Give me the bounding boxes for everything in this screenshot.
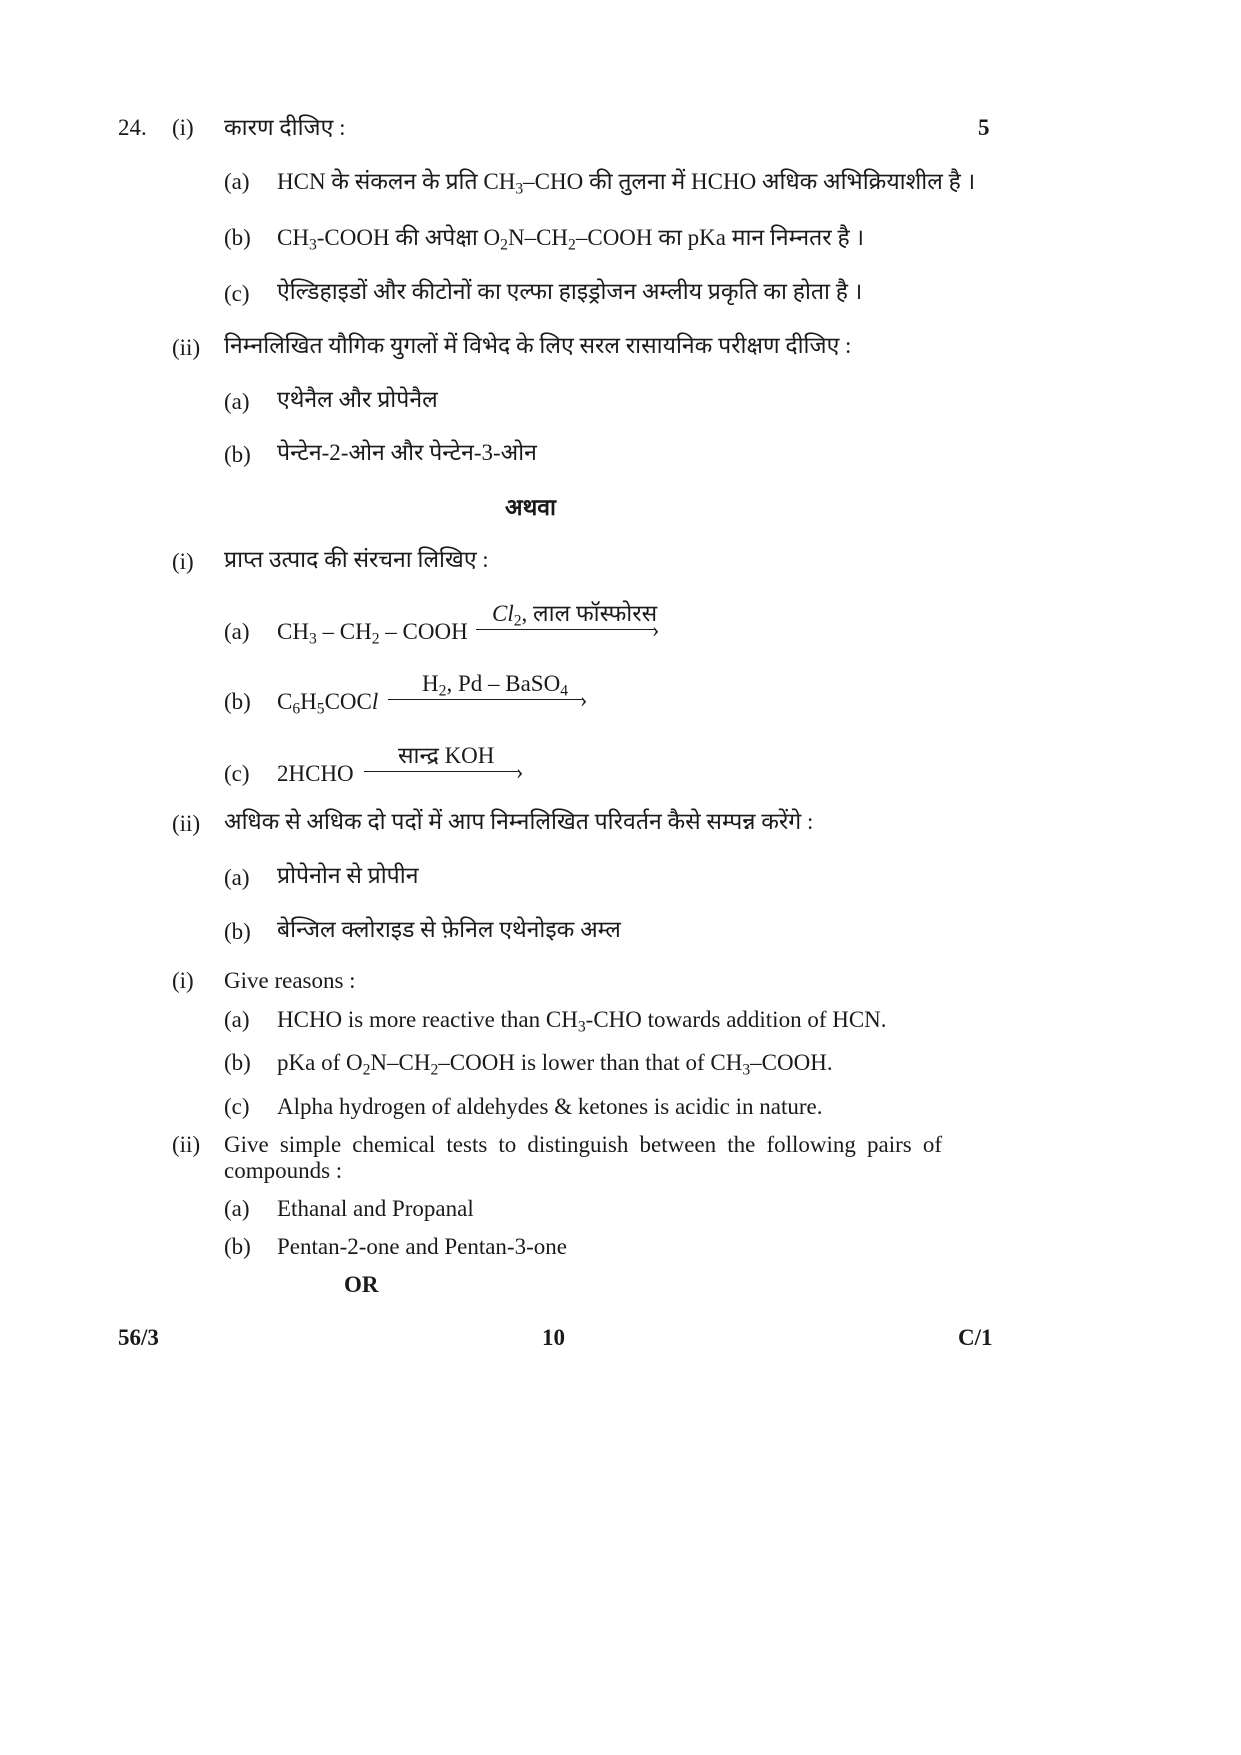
item-label: (a) bbox=[224, 865, 250, 890]
paper-code: 56/3 bbox=[118, 1325, 159, 1350]
item-label: (b) bbox=[224, 225, 251, 250]
item-label: (b) bbox=[224, 919, 251, 944]
item-text: Pentan-2-one and Pentan-3-one bbox=[277, 1234, 567, 1259]
item-label: (a) bbox=[224, 1196, 250, 1221]
item-label: (b) bbox=[224, 689, 251, 714]
item-text: $CH_3$-COOH की अपेक्षा $O_2N-CH_2$–COOH का pKa मान निम्नतर है । bbox=[277, 225, 865, 254]
reactant: $CH_3 - CH_2$ – COOH bbox=[277, 619, 468, 648]
item-label: (b) bbox=[224, 442, 251, 467]
item-text: Alpha hydrogen of aldehydes & ketones is acidic in nature. bbox=[277, 1094, 823, 1119]
part-title: कारण दीजिए : bbox=[224, 115, 346, 140]
paper-set: C/1 bbox=[958, 1325, 993, 1350]
question-number: 24. bbox=[118, 115, 147, 140]
item-text: बेन्जिल क्लोराइड से फ़ेनिल एथेनोइक अम्ल bbox=[277, 917, 621, 942]
part-title: निम्नलिखित यौगिक युगलों में विभेद के लिए सरल रासायनिक परीक्षण दीजिए : bbox=[224, 333, 852, 358]
or-divider: अथवा bbox=[505, 495, 557, 520]
item-text: पेन्टेन-2-ओन और पेन्टेन-3-ओन bbox=[277, 440, 537, 465]
reactant: $C_6H_5COCl$ bbox=[277, 689, 379, 718]
part-number: (ii) bbox=[172, 811, 201, 836]
item-label: (b) bbox=[224, 1234, 251, 1259]
arrow-head-icon: › bbox=[580, 687, 588, 712]
part-number: (i) bbox=[172, 115, 194, 140]
reaction-condition: सान्द्र KOH bbox=[398, 743, 495, 768]
reactant: 2HCHO bbox=[277, 761, 354, 786]
part-number: (i) bbox=[172, 968, 194, 993]
reaction-arrow bbox=[364, 740, 530, 784]
reaction-arrow bbox=[476, 598, 668, 642]
marks: 5 bbox=[978, 115, 990, 140]
item-label: (a) bbox=[224, 169, 250, 194]
reaction-arrow bbox=[388, 668, 594, 712]
item-label: (a) bbox=[224, 619, 250, 644]
reaction-condition: $Cl_2$, लाल फॉस्फोरस bbox=[492, 601, 658, 630]
item-text: HCHO is more reactive than $CH_3$-CHO towards addition of HCN. bbox=[277, 1007, 887, 1036]
part-title: Give reasons : bbox=[224, 968, 356, 993]
item-text: Ethanal and Propanal bbox=[277, 1196, 474, 1221]
part-title-continued: compounds : bbox=[224, 1158, 343, 1183]
item-label: (a) bbox=[224, 389, 250, 414]
item-text: pKa of $O_2N-CH_2$–COOH is lower than that of $CH_3$–COOH. bbox=[277, 1050, 833, 1079]
part-title: Give simple chemical tests to distinguish between the following pairs of bbox=[224, 1132, 942, 1157]
item-text: प्रोपेनोन से प्रोपीन bbox=[277, 863, 419, 888]
item-label: (a) bbox=[224, 1007, 250, 1032]
part-title: अधिक से अधिक दो पदों में आप निम्नलिखित परिवर्तन कैसे सम्पन्न करेंगे : bbox=[224, 809, 814, 834]
arrow-head-icon: › bbox=[652, 617, 660, 642]
part-title: प्राप्त उत्पाद की संरचना लिखिए : bbox=[224, 547, 489, 572]
part-number: (ii) bbox=[172, 1132, 201, 1157]
arrow-head-icon: › bbox=[516, 759, 524, 784]
page-number: 10 bbox=[542, 1325, 565, 1350]
reaction-condition: $H_2$, Pd – BaSO$_4$ bbox=[422, 671, 568, 700]
item-text: ऐल्डिहाइडों और कीटोनों का एल्फा हाइड्रोजन अम्लीय प्रकृति का होता है । bbox=[277, 279, 863, 304]
or-divider: OR bbox=[344, 1272, 379, 1297]
item-label: (b) bbox=[224, 1050, 251, 1075]
item-text: एथेनैल और प्रोपेनैल bbox=[277, 387, 438, 412]
item-label: (c) bbox=[224, 281, 250, 306]
item-label: (c) bbox=[224, 1094, 250, 1119]
item-text: HCN के संकलन के प्रति $CH_3$–CHO की तुलना में HCHO अधिक अभिक्रियाशील है । bbox=[277, 169, 976, 198]
item-label: (c) bbox=[224, 761, 250, 786]
part-number: (ii) bbox=[172, 335, 201, 360]
part-number: (i) bbox=[172, 549, 194, 574]
